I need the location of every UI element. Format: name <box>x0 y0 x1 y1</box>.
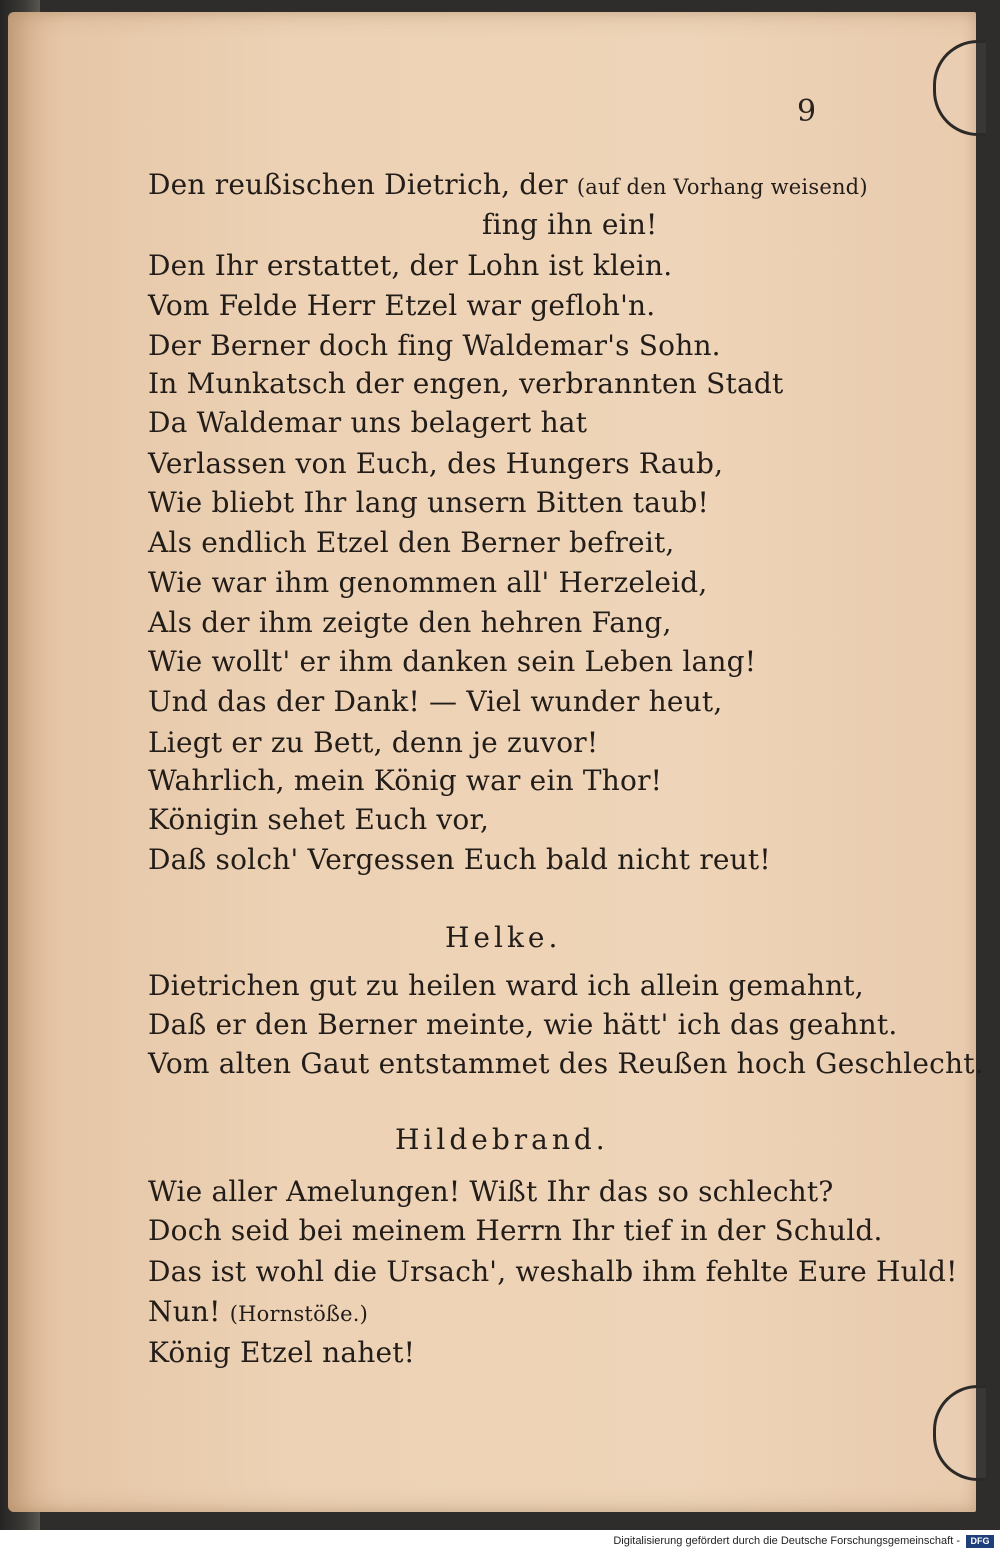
verse-line: Das ist wohl die Ursach', weshalb ihm fehlte Eure Huld! <box>148 1255 958 1288</box>
verse-line: Wahrlich, mein König war ein Thor! <box>148 764 663 797</box>
stage-direction: (Hornstöße.) <box>229 1302 369 1326</box>
verse-line: Verlassen von Euch, des Hungers Raub, <box>148 447 724 480</box>
verse-line: König Etzel nahet! <box>148 1336 416 1369</box>
verse-line: Wie war ihm genommen all' Herzeleid, <box>148 566 708 599</box>
verse-line <box>148 168 868 201</box>
verse-line-text: Nun! <box>148 1295 221 1328</box>
verse-line: Daß solch' Vergessen Euch bald nicht reut! <box>148 843 771 876</box>
verse-line <box>148 1295 368 1328</box>
verse-line: Wie aller Amelungen! Wißt Ihr das so schlecht? <box>148 1175 834 1208</box>
verse-line: Der Berner doch fing Waldemar's Sohn. <box>148 329 721 362</box>
page-number: 9 <box>797 94 817 129</box>
verse-line: Vom alten Gaut entstammet des Reußen hoch Geschlecht. <box>148 1047 984 1080</box>
stage-direction: (auf den Vorhang weisend) <box>576 175 868 199</box>
verse-line: Dietrichen gut zu heilen ward ich allein gemahnt, <box>148 969 864 1002</box>
funding-credit: Digitalisierung gefördert durch die Deutsche Forschungsgemeinschaft - <box>613 1535 960 1547</box>
verse-line: Da Waldemar uns belagert hat <box>148 406 588 439</box>
verse-line: In Munkatsch der engen, verbrannten Stadt <box>148 367 784 400</box>
verse-line: Liegt er zu Bett, denn je zuvor! <box>148 726 599 759</box>
verse-line: Königin sehet Euch vor, <box>148 803 490 836</box>
verse-line-text: Den reußischen Dietrich, der <box>148 168 568 201</box>
verse-line: Doch seid bei meinem Herrn Ihr tief in der Schuld. <box>148 1214 883 1247</box>
speaker-name: Hildebrand. <box>395 1123 609 1156</box>
verse-line: Und das der Dank! — Viel wunder heut, <box>148 685 723 718</box>
verse-line: Als endlich Etzel den Berner befreit, <box>148 526 675 559</box>
verse-line: Als der ihm zeigte den hehren Fang, <box>148 606 672 639</box>
verse-line: Wie wollt' er ihm danken sein Leben lang! <box>148 645 757 678</box>
verse-line: fing ihn ein! <box>482 208 658 241</box>
dfg-logo: DFG <box>966 1535 994 1548</box>
verse-line: Vom Felde Herr Etzel war gefloh'n. <box>148 289 656 322</box>
verse-line: Wie bliebt Ihr lang unsern Bitten taub! <box>148 486 709 519</box>
speaker-name: Helke. <box>445 921 562 954</box>
verse-line: Den Ihr erstattet, der Lohn ist klein. <box>148 249 673 282</box>
verse-line: Daß er den Berner meinte, wie hätt' ich das geahnt. <box>148 1008 898 1041</box>
